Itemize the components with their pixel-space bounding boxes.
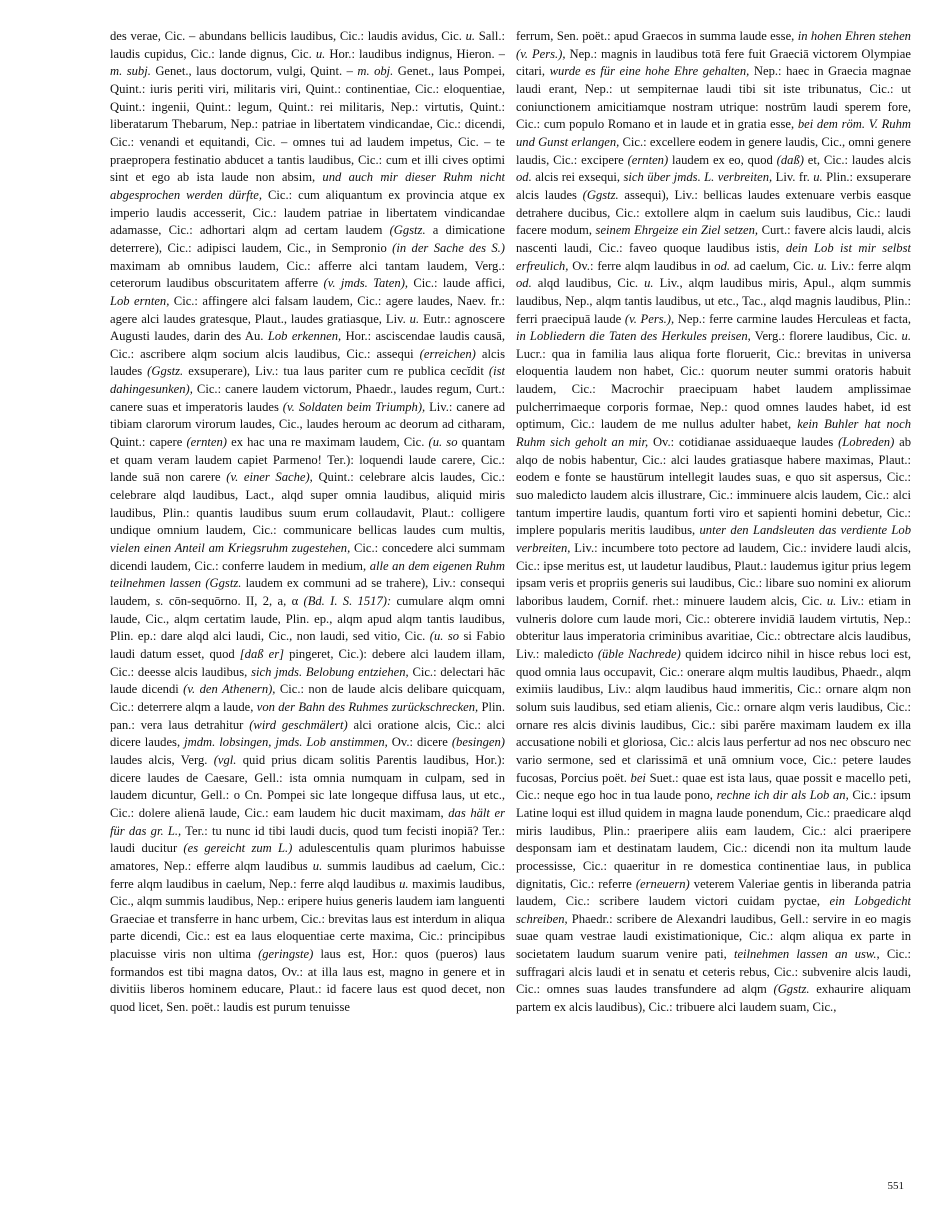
text-segment: ad caelum, Cic. [730, 258, 818, 273]
left-column-text [110, 28, 505, 1017]
italic-segment: (wird geschmälert) [249, 717, 348, 732]
text-segment: maximam ab omnibus laudem, Cic.: afferre alci tantam laudem, Verg.: ceterorum laudibus obscuritatem afferre [110, 258, 505, 291]
italic-segment: u. [817, 258, 828, 273]
italic-segment: u. [465, 29, 476, 43]
italic-segment: seinem Ehrgeize ein Ziel setzen, [595, 223, 759, 238]
italic-segment: sich über jmds. L. verbreiten, [623, 170, 773, 185]
italic-segment: Lob erkennen, [267, 329, 342, 344]
italic-segment: (erreichen) [419, 346, 476, 361]
text-segment: Curt.: favere alcis laudi, alcis nascenti laudi, Cic.: faveo quoque laudibus istis, [516, 223, 911, 255]
text-segment: veterem Valeriae gentis in liberanda patria laudem, Cic.: scribere laudem victori cuidam pyctae, [516, 876, 911, 909]
text-segment: ferrum, Sen. poët.: apud Graecos in summa laude esse, [516, 29, 798, 43]
text-segment: des verae, Cic. – abundans bellicis laudibus, Cic.: laudis avidus, Cic. [110, 29, 466, 43]
italic-segment: (ernten) [627, 152, 669, 167]
italic-segment: (v. einer Sache), [226, 470, 313, 485]
left-column [110, 28, 505, 1178]
italic-segment: vielen einen Anteil am Kriegsruhm zugestehen, [110, 541, 351, 556]
italic-segment: (besingen) [451, 735, 505, 750]
italic-segment: m. subj. [110, 64, 151, 79]
text-segment: Genet., laus doctorum, vulgi, Quint. – [150, 64, 358, 79]
text-segment: adulescentulis quam plurimos habuisse amatores, Nep.: efferre alqm laudibus [110, 841, 505, 873]
italic-segment: bei [630, 770, 646, 785]
italic-segment: od. [516, 276, 532, 291]
text-segment: maximis laudibus, Cic., alqm summis laudibus, Nep.: eripere huius generis laudem iam languenti Graeciae et transferre in hanc urbem, Cic.: brevitas laus est interdum in aliqua parte dicendi, Cic.: est ea laus eloquentiae certe maxima, Cic.: principibus placuisse viris non ultima [110, 876, 505, 962]
text-segment: Plin. pan.: vera laus detrahitur [110, 699, 505, 732]
text-segment: si Fabio laudi datum esset, quod [110, 629, 505, 661]
italic-segment: (Lobreden) [838, 435, 895, 450]
text-segment: Cic.: suffragari alcis laudi et in senatu et ceteris rebus, Cic.: subvenire alcis laudi, Cic.: omnes suas laudes transfundere ad alqm [516, 947, 911, 997]
text-segment: summis laudibus ad caelum, Cic.: ferre alqm laudibus in caelum, Nep.: ferre alqd laudibus [110, 858, 505, 891]
text-segment: Cic.: excellere eodem in genere laudis, Cic., omni genere laudis, Cic.: excipere [516, 134, 911, 167]
text-segment: Cic.: non de laude alcis delibare quicquam, Cic.: deterrere alqm a laude, [110, 682, 505, 714]
text-segment: laudem ex eo, quod [668, 152, 777, 167]
italic-segment: von der Bahn des Ruhmes zurückschrecken, [256, 699, 479, 714]
text-segment: Hor.: asciscendae laudis causā, Cic.: ascribere alqm socium alcis laudibus, Cic.: assequi [110, 329, 505, 361]
text-segment: assequi), Liv.: bellicas laudes extenuare verbis easque detrahere ducibus, Cic.: extollere alqm in caelum suis laudibus, Cic.: laudi facere modum, [516, 187, 911, 238]
italic-segment: in Lobliedern die Taten des Herkules preisen, [516, 329, 751, 344]
italic-segment: das hält er für das gr. L., [110, 805, 505, 838]
italic-segment: (Ggstz. [389, 223, 426, 238]
italic-segment: (ernten) [186, 435, 227, 450]
italic-segment: in hohen Ehren stehen (v. Pers.), [516, 29, 911, 61]
italic-segment: rechne ich dir als Lob an, [716, 788, 849, 803]
text-segment: Cic.: canere laudem victorum, Phaedr., laudes regum, Curt.: canere suas et imperatoris laudes [110, 382, 505, 414]
italic-segment: u. [644, 276, 654, 291]
text-segment: Suet.: quae est ista laus, quae possit e macello peti, Cic.: neque ego hoc in tua laude pono, [516, 770, 911, 803]
italic-segment: (geringste) [258, 947, 314, 962]
italic-segment: (Ggstz. [773, 982, 810, 997]
text-segment: Ov.: ferre alqm laudibus in [568, 258, 715, 273]
italic-segment: u. [826, 594, 837, 608]
italic-segment: (Bd. I. S. 1517): [303, 594, 392, 608]
text-segment: pingeret, Cic.): debere alci laudem illam, Cic.: deesse alcis laudibus, [110, 646, 505, 679]
italic-segment: od. [714, 258, 731, 273]
text-segment: a dimicatione deterrere), Cic.: adipisci laudem, Cic., in Sempronio [110, 223, 505, 255]
text-segment: alcis laudes [110, 346, 505, 379]
text-segment: laus est, Hor.: quos (pueros) laus formandos est tibi magna datos, Ov.: at illa laus est, magno in genere et in divitiis liberos hominem educare, Plaut.: id facere laus est quod decet, non quod licet, Sen. poët.: laudis est purum tenuisse [110, 947, 505, 1015]
text-segment: Nep.: magnis in laudibus totā fere fuit Graeciā victorem Olympiae citari, [516, 46, 911, 79]
text-segment: et, Cic.: laudes alcis [803, 152, 911, 167]
italic-segment: u. [813, 170, 823, 185]
text-segment: Liv.: etiam in vulneris dolore cum laude mori, Cic.: obterere invidiā laudem virtutis, Nep.: obteritur laus imperatoria criminibus avaritiae, Cic.: obtrectare alcis laudibus, Liv.: maledicto [516, 594, 911, 661]
right-column [516, 28, 911, 1178]
text-segment: ab alqo de nobis habentur, Cic.: alci laudes gratiasque habere maximas, Plaut.: eodem e fonte se haustūrum intellegit laudes suas, e quo sit aspersus, Cic.: suo maledicto laudem alcis illustrare, Cic.: imminuere alcis laudem, Cic.: alci tantum impertire laudis, quantum forti viro et sapienti homini debetur, Cic.: implere popularis meritis laudibus, [516, 435, 911, 538]
text-segment: Cic.: ipsum Latine loqui est illud quidem in magna laude ponendum, Cic.: praedicare alqd miris laudibus, Plin.: praeripere aliis eam laudem, Cic.: alci praeripere desponsam iam et destinatam laudem, Cic.: dicendi non ita multum laude processisse, Cic.: quaeritur in re domestica continentiae laus, in publica dignitatis, Cic.: referre [516, 788, 911, 891]
italic-segment: (vgl. [213, 752, 237, 767]
text-segment: Quint.: celebrare alcis laudes, Cic.: celebrare alqd laudibus, Lact., alqd super omnia laudibus, aliquid miris laudibus, Plin.: quantis laudibus suum erum collaudavit, Plaut.: colligere undique omnium laudem, Cic.: communicare bellicas laudes cum multis, [110, 470, 505, 538]
right-column-text [516, 28, 911, 1017]
text-segment: Sall.: laudis cupidus, Cic.: lande dignus, Cic. [110, 29, 505, 61]
text-segment: Nep.: haec in Graecia magnae laudi erant, Nep.: ut sempiternae laudi tibi sit iste tribunatus, Cic.: ut coniunctionem amicitiamque nostram utrique: nostrūm laudi sperem fore, Cic.: cum populo Romano et in laude et in gratia esse, [516, 64, 911, 132]
italic-segment: wurde es für eine hohe Ehre gehalten, [549, 64, 750, 79]
italic-segment: u. [399, 876, 409, 891]
italic-segment: (üble Nachrede) [597, 646, 681, 661]
italic-segment: (erneuern) [635, 876, 690, 891]
text-segment: Liv. fr. [772, 170, 814, 185]
italic-segment: m. obj. [357, 64, 394, 79]
italic-segment: alle an dem eigenen Ruhm teilnehmen lassen [110, 558, 505, 591]
text-segment: Cic.: delectari hāc laude dicendi [110, 664, 505, 697]
italic-segment: (Ggstz. [582, 187, 619, 202]
text-segment: laudes alcis, Verg. [110, 752, 214, 767]
text-segment: Phaedr.: scribere de Alexandri laudibus, Gell.: servire in eo magis suae quam vestrae laudi existimationique, Cic.: alqm aliqua ex parte in societatem laudum suarum venire pati, [516, 911, 911, 962]
italic-segment: (u. so [429, 629, 460, 644]
text-segment: exhaurire aliquam partem ex alcis laudibus), Cic.: tribuere alci laudem suam, Cic., [516, 982, 911, 1015]
italic-segment: (in der Sache des S.) [392, 240, 505, 255]
italic-segment: (daß) [776, 152, 804, 167]
text-segment: alci oratione alcis, Cic.: alci dicere laudes, [110, 717, 505, 750]
italic-segment: (es gereicht zum L.) [183, 841, 293, 856]
text-segment: Eutr.: agnoscere Augusti laudes, darin des Au. [110, 311, 505, 344]
italic-segment: kein Buhler hat noch Ruhm sich geholt an mir, [516, 417, 911, 450]
text-segment: alcis rei exsequi, [531, 170, 624, 185]
text-segment: ex hac una re maximam laudem, Cic. [227, 435, 429, 450]
italic-segment: Lob ernten, [110, 293, 170, 308]
page-number: 551 [887, 1180, 904, 1192]
italic-segment: od. [516, 170, 532, 185]
italic-segment: (Ggstz. [205, 576, 242, 591]
text-segment: quantam et quam veram laudem capiet Parmeno! Ter.): loquendi laude carere, Cic.: lande suā non carere [110, 435, 505, 485]
italic-segment: jmdm. lobsingen, jmds. Lob anstimmen, [184, 735, 388, 750]
italic-segment: dein Lob ist mir selbst erfreulich, [516, 240, 911, 273]
italic-segment: u. [901, 329, 911, 344]
text-segment: Cic.: cum aliquantum ex provincia atque ex imperio laudis accesserit, Cic.: laudem patriae in libertatem vindicandae adamasse, Cic.: adhortari alqm ad certam laudem [110, 187, 505, 238]
text-segment: Liv.: incumbere toto pectore ad laudem, Cic.: invidere laudi alcis, Cic.: ipse meritus est, ut laudetur laudibus, Plaut.: laudemus igitur prius legem ipsam veris et propriis generis sui laudibus, Cic.: libare suo nomini ex aliorum laboribus laudem, Cornif. rhet.: minuere laudem alcis, Cic. [516, 541, 911, 608]
text-segment: Liv.: ferre alqm [827, 258, 911, 273]
italic-segment: s. [155, 594, 164, 608]
text-segment: Liv., alqm laudibus miris, Apul., alqm summis laudibus, Nep., alqm tantis laudibus, ut etc., Tac., alqd magnis laudibus, Plin.: ferri praecipuā laude [516, 276, 911, 326]
italic-segment: (v. jmds. Taten), [323, 276, 409, 291]
text-segment: Nep.: ferre carmine laudes Herculeas et facta, [674, 311, 911, 326]
text-segment: quidem idcirco nihil in hisce rebus loci est, quod omnia laus occupavit, Cic.: onerare alqm multis laudibus, Phaedr., alqm eximiis laudibus, Liv.: alqm laudibus haud immeritis, Cic.: ornare alqm non solum suis laudibus, sed etiam alienis, Cic.: ornare alqm veris laudibus, Cic.: ornare res alcis divinis laudibus, Cic.: sibi parĕre maximam laudem ex illa accusatione nobili et gloriosa, Cic.: alcis laus perfertur ad nos nec obscuro nec vario sermone, sed et clarissimā et unā omnium voce, Cic.: petere laudes fucosas, Porcius poët. [516, 646, 911, 785]
text-segment: laudem ex communi ad se trahere), Liv.: consequi laudem, [110, 576, 505, 608]
text-segment: alqd laudibus, Cic. [531, 276, 645, 291]
text-segment: Lucr.: qua in familia laus aliqua forte floruerit, Cic.: brevitas in universa eloquentia laudem non habet, Cic.: quorum neuter summi oratoris habuit laudem, Cic.: Macrochir praecipuam habet laudem amplissimae pulcherrimaeque corporis formae, Nep.: quod omnes laudes habet, id est optimum, Cic.: laudem de me nullus adulter habet, [516, 346, 911, 432]
text-segment: quid prius dicam solitis Parentis laudibus, Hor.): dicere laudes de Caesare, Gell.: ista omnia numquam in culpam, sed in laudem dicuntur, Gell.: o Cn. Pompei sic late longeque diffusa laus, ut etc., Cic.: dolere alienā laude, Cic.: eam laudem hic ducit maximam, [110, 752, 505, 820]
italic-segment: u. [315, 46, 326, 61]
text-segment: Ter.: tu nunc id tibi laudi ducis, quod tum fecisti inopiā? Ter.: laudi ducitur [110, 823, 505, 856]
text-segment: Ov.: cotidianae assiduaeque laudes [648, 435, 839, 450]
italic-segment: (u. so [428, 435, 458, 450]
text-segment: Cic.: affingere alci falsam laudem, Cic.: agere laudes, Naev. fr.: agere alci laudes gratesque, Plaut., laudes gratiasque, Liv. [110, 293, 505, 326]
italic-segment: u. [409, 311, 420, 326]
italic-segment: [daß er] [239, 646, 285, 661]
italic-segment: sich jmds. Belobung entziehen, [251, 664, 409, 679]
italic-segment: unter den Landsleuten das verdiente Lob verbreiten, [516, 523, 911, 556]
italic-segment: (v. den Athenern), [183, 682, 276, 697]
text-segment: Cic.: laude affici, [408, 276, 505, 291]
text-segment: Ov.: dicere [387, 735, 452, 750]
text-segment: exsuperare), Liv.: tua laus pariter cum re publica cecĭdit [183, 364, 489, 379]
italic-segment: (Ggstz. [147, 364, 184, 379]
italic-segment: und auch mir dieser Ruhm nicht abgesprochen werden dürfte, [110, 170, 505, 202]
text-segment: Hor.: laudibus indignus, Hieron. – [325, 46, 505, 61]
italic-segment: ein Lobgedicht schreiben, [516, 894, 911, 926]
italic-segment: (v. Soldaten beim Triumph), [282, 399, 426, 414]
italic-segment: (ist dahingesunken), [110, 364, 505, 397]
italic-segment: u. [312, 858, 323, 873]
text-segment: cumulare alqm omni laude, Cic., alqm certatim laude, Plin. ep., alqm apud alqm tantis laudibus, Plin. ep.: dare alqd alci laudi, Cic., non laudi, sed vitio, Cic. [110, 594, 505, 644]
text-segment: Liv.: canere ad tibiam clarorum virorum laudes, Cic., laudes heroum ac deorum ad citharam, Quint.: capere [110, 399, 505, 450]
text-segment: Cic.: concedere alci summam dicendi laudem, Cic.: conferre laudem in medium, [110, 541, 505, 573]
text-segment: cōn-sequōrno. II, 2, a, α [163, 594, 304, 608]
italic-segment: (v. Pers.), [624, 311, 675, 326]
italic-segment: teilnehmen lassen an usw., [733, 947, 880, 962]
italic-segment: bei dem röm. V. Ruhm und Gunst erlangen, [516, 117, 911, 149]
text-segment: Plin.: exsuperare alcis laudes [516, 170, 911, 202]
text-segment: Genet., laus Pompei, Quint.: iuris periti viri, militaris viri, Quint.: continentiae, Cic.: eloquentiae, Quint.: ingenii, Quint.: legum, Quint.: rei militaris, Nep.: virtutis, Quint.: liberatarum Thebarum, Nep.: patriae in libertatem vindicandae, Cic.: dicendi, Cic.: venandi et equitandi, Cic. – omnes tui ad laudem impetus, Cic. – te praepropera festinatio abducet a tantis laudibus, Cic.: cum et illi cives optimi sint et ego ab ista laude non absim, [110, 64, 505, 185]
text-segment: Verg.: florere laudibus, Cic. [750, 329, 902, 344]
